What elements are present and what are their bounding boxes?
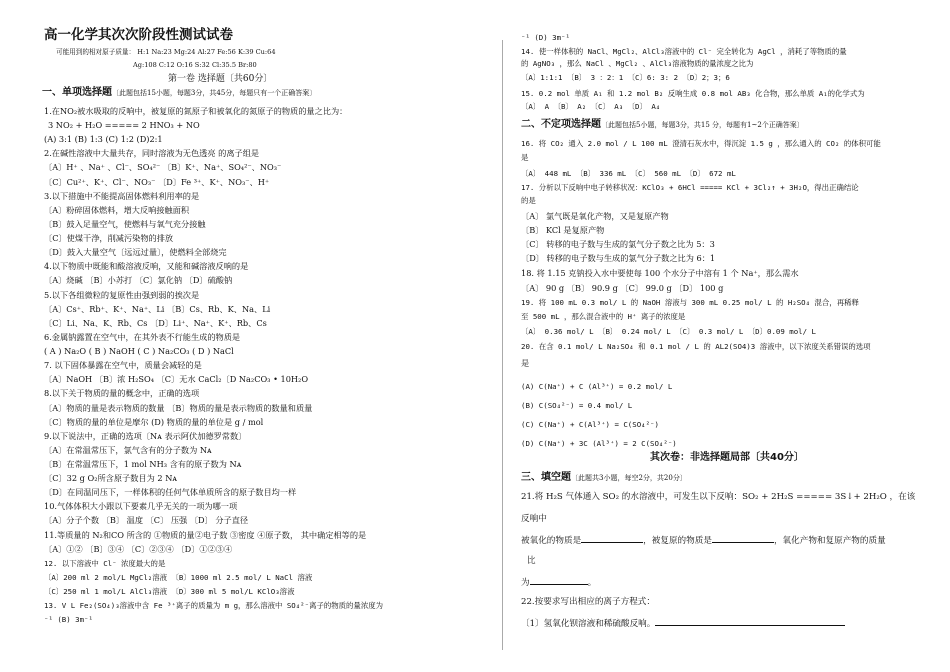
left-line: 3.以下措施中不能提高固体燃料利用率的是 [44,190,200,201]
left-line: 10.气体体积大小跟以下要素几乎无关的一项为哪一项 [44,501,238,512]
q21-blank-reduced[interactable] [712,534,774,543]
left-line: 12. 以下溶液中 Cl⁻ 浓度最大的是 [44,558,166,568]
q21-blank-ratio[interactable] [530,576,588,585]
left-line: 〔C〕物质的量的单位是摩尔 (D) 物质的量的单位是 g / mol [44,416,264,427]
left-line: 8.以下关于物质的量的概念中，正确的选项 [44,388,200,399]
q21-label-ratio-prefix: 为 [521,578,530,588]
right-line: 〔D〕 转移的电子数与生成的氯气分子数之比为 6：1 [521,253,716,263]
right-line: (D) C(Na⁺) + 3C (Al³⁺) = 2 C(SO₄²⁻) [521,439,677,448]
question-21-line-1: 21.将 H₂S 气体通入 SO₂ 的水溶液中，可发生以下反响：SO₂ + 2H₂S ===== 3S↓+ 2H₂O ，在该 [521,492,916,502]
right-line: 〔B〕 KCl 是复原产物 [521,225,605,235]
right-line: 〔A〕 0.36 mol/ L 〔B〕 0.24 mol/ L 〔C〕 0.3 mol/ L 〔D〕0.09 mol/ L [521,327,816,336]
left-line: 〔A〕H⁺ 、Na⁺ 、Cl⁻、SO₄²⁻ 〔B〕K⁺、Na⁺、SO₄²⁻、NO₃⁻ [44,162,282,173]
right-line: 〔A〕 90 g 〔B〕 90.9 g 〔C〕 99.0 g 〔D〕 100 g [521,283,724,293]
question-22-line-2 [521,617,845,630]
question-22-line-1: 22.按要求写出相应的离子方程式： [521,597,655,607]
left-line: 〔A〕粉碎固体燃料，增大反响接触面积 [44,204,190,215]
q22-item-1: 〔1〕氢氧化钡溶液和稀硫酸反响。 [521,619,656,629]
right-line: 是 [521,358,530,368]
right-line: 〔A〕 448 mL 〔B〕 336 mL 〔C〕 560 mL 〔D〕 672 mL [521,169,736,178]
column-divider [502,40,503,650]
q21-label-reduced: ，被复原的物质是 [643,536,712,546]
left-line: ⁻¹ (B) 3m⁻¹ [44,615,93,625]
left-line: 〔C〕32 g O₂所含原子数目为 2 Nᴀ [44,473,178,484]
left-line: 〔B〕在常温常压下，1 mol NH₃ 含有的原子数为 Nᴀ [44,459,242,469]
right-line: (B) C(SO₄²⁻) = 0.4 mol/ L [521,401,633,410]
right-line: 的 AgNO₃ ，那么 NaCl 、MgCl₂ 、AlCl₃溶液物质的量浓度之比为 [521,59,754,68]
left-line: 〔D〕鼓入大量空气〔远远过量〕，使燃料全部烧完 [44,247,227,258]
right-line: 16. 将 CO₂ 通入 2.0 mol / L 100 mL 澄清石灰水中，得沉淀 1.5 g ，那么通入的 CO₂ 的体积可能 [521,139,881,148]
question-21-line-3 [521,534,886,547]
left-line: 〔C〕Cu²⁺、K⁺、Cl⁻、NO₃⁻ 〔D〕Fe ³⁺、K⁺、NO₃⁻、H⁺ [44,176,270,187]
left-line: ( A ) Na₂O ( B ) NaOH ( C ) Na₂CO₃ ( D ) NaCl [44,346,234,357]
section-two-heading [521,119,804,131]
left-line: 〔A〕分子个数 〔B〕 温度 〔C〕 压强 〔D〕 分子直径 [44,515,249,526]
left-line: 〔A〕NaOH 〔B〕浓 H₂SO₄ 〔C〕无水 CaCl₂〔D Na₂CO₃ • 10H₂O [44,374,309,385]
left-line: 13. V L Fe₂(SO₄)₃溶液中含 Fe ³⁺离子的质量为 m g，那么溶液中 SO₄²⁻离子的物质的量浓度为 [44,601,383,611]
right-line: ⁻¹ (D) 3m⁻¹ [521,33,570,42]
right-line: (A) C(Na⁺) + C (Al³⁺) = 0.2 mol/ L [521,382,673,391]
right-line: 19. 将 100 mL 0.3 mol/ L 的 NaOH 溶液与 300 mL 0.25 mol/ L 的 H₂SO₄ 混合，再稀释 [521,298,859,307]
left-line: 〔C〕Li、Na、K、Rb、Cs 〔D〕Li⁺、Na⁺、K⁺、Rb、Cs [44,317,267,328]
right-line: 15. 0.2 mol 单质 A₁ 和 1.2 mol B₂ 反响生成 0.8 mol AB₃ 化合物，那么单质 A₁的化学式为 [521,89,865,98]
right-line: 20. 在含 0.1 mol/ L Na₂SO₄ 和 0.1 mol / L 的 AL2(SO4)3 溶液中，以下浓度关系错误的选项 [521,342,871,351]
q22-blank-1[interactable] [655,617,845,626]
right-line: 〔A〕 A 〔B〕 A₂ 〔C〕 A₃ 〔D〕 A₄ [521,102,661,111]
left-line: 〔A〕在常温常压下，氯气含有的分子数为 Nᴀ [44,444,212,455]
left-line: 5.以下各组微粒的复原性由强到弱的挨次是 [44,289,200,300]
right-line: 至 500 mL ，那么混合液中的 H⁺ 离子的浓度是 [521,312,686,321]
right-line: 18. 将 1.15 克钠投入水中要使每 100 个水分子中溶有 1 个 Na⁺，那么需水 [521,268,799,278]
left-line: 〔C〕250 ml 1 mol/L AlCl₃溶液 〔D〕300 ml 5 mol/L KClO₃溶液 [44,587,295,597]
left-line: 4.以下物质中既能和酸溶液反响，又能和碱溶液反响的是 [44,261,249,272]
q21-label-ratio: ，氧化产物和复原产物的质量 [773,536,886,546]
atomic-mass-line-2: Ag:108 C:12 O:16 S:32 Cl:35.5 Br:80 [133,61,257,69]
question-21-line-5 [521,576,596,589]
right-line: 〔A〕 氯气既是氧化产物，又是复原产物 [521,211,669,221]
section-three-note: 〔此题共3小题，每空2分，共20分〕 [571,474,687,482]
atomic-mass-line-1: 可能用到的相对原子质量： H:1 Na:23 Mg:24 Al:27 Fe:56 K:39 Cu:64 [56,48,276,56]
left-line: 〔A〕①② 〔B〕③④ 〔C〕②③④ 〔D〕①②③④ [44,543,233,554]
right-line: 〔C〕 转移的电子数与生成的氯气分子数之比为 5：3 [521,239,715,249]
section-three-label: 三、填空题 [521,472,571,483]
left-line: 〔A〕物质的量是表示物质的数量 〔B〕物质的量是表示物质的数量和质量 [44,402,313,413]
section-two-label: 二、不定项选择题 [521,119,601,130]
left-line: 9.以下说法中，正确的选项〔Nᴀ 表示阿伏加德罗常数〕 [44,430,247,441]
question-21-line-2: 反响中 [521,514,547,524]
right-line: 是 [521,153,529,162]
right-line: 的是 [521,196,536,205]
left-line: 1.在NO₂被水吸取的反响中，被复原的氮原子和被氧化的氮原子的物质的量之比为： [44,106,348,116]
left-line: 6.金属钠露置在空气中，在其外表不行能生成的物质是 [44,331,241,342]
left-line: 〔A〕烧碱 〔B〕小苏打 〔C〕氯化钠 〔D〕硫酸钠 [44,275,233,286]
volume-one-title: 第一卷 选择题〔共60分〕 [168,74,273,84]
left-line: 7. 以下固体暴露在空气中，质量会减轻的是 [44,360,202,371]
right-line: (C) C(Na⁺) + C(Al³⁺) = C(SO₄²⁻) [521,420,659,429]
q21-label-oxidized: 被氧化的物质是 [521,536,582,546]
section-one-note: 〔此题包括15小题，每题3分，共45分，每题只有一个正确答案〕 [112,89,317,97]
right-line: 17. 分析以下反响中电子转移状况：KClO₃ + 6HCl ===== KCl + 3Cl₂↑ + 3H₂O，得出正确结论 [521,183,859,192]
left-line: 〔A〕Cs⁺、Rb⁺、K⁺、Na⁺、Li 〔B〕Cs、Rb、K、Na、Li [44,303,271,314]
left-line: 〔A〕200 ml 2 mol/L MgCl₂溶液 〔B〕1000 ml 2.5 mol/ L NaCl 溶液 [44,572,313,582]
right-line: 〔A〕1:1:1 〔B〕 3 ：2：1 〔C〕6: 3: 2 〔D〕2；3；6 [521,73,730,82]
page-title: 高一化学其次次阶段性测试试卷 [44,27,233,43]
volume-two-title: 其次卷：非选择题局部〔共40分〕 [650,452,804,463]
question-21-line-4: 比 [527,556,536,566]
section-one-heading [42,87,316,99]
left-line: 2.在碱性溶液中大量共存，同时溶液为无色透亮 的离子组是 [44,148,260,159]
left-line: 11.等质量的 N₂和CO 所含的 ①物质的量②电子数 ③密度 ④原子数， 其中确定相等的是 [44,529,367,540]
section-one-label: 一、单项选择题 [42,87,112,98]
q21-label-ratio-end: 。 [587,578,597,588]
section-three-heading [521,472,687,484]
q21-blank-oxidized[interactable] [581,534,643,543]
section-two-note: 〔此题包括5小题，每题3分，共15 分，每题有1~2个正确答案〕 [601,121,804,129]
left-line: 〔D〕在同温同压下，一样体积的任何气体单质所含的原子数目均一样 [44,487,297,498]
right-line: 14. 使一样体积的 NaCl、MgCl₂、AlCl₃溶液中的 Cl⁻ 完全转化为 AgCl ，消耗了等物质的量 [521,47,847,56]
left-line: 3 NO₂ + H₂O ===== 2 HNO₃ + NO [48,120,200,131]
left-line: 〔C〕使煤干浄，削减污染物的排放 [44,233,174,244]
left-line: 〔B〕鼓入足量空气，使燃料与氧气充分接触 [44,218,206,229]
left-line: (A) 3:1 (B) 1:3 (C) 1:2 (D)2:1 [44,134,163,145]
